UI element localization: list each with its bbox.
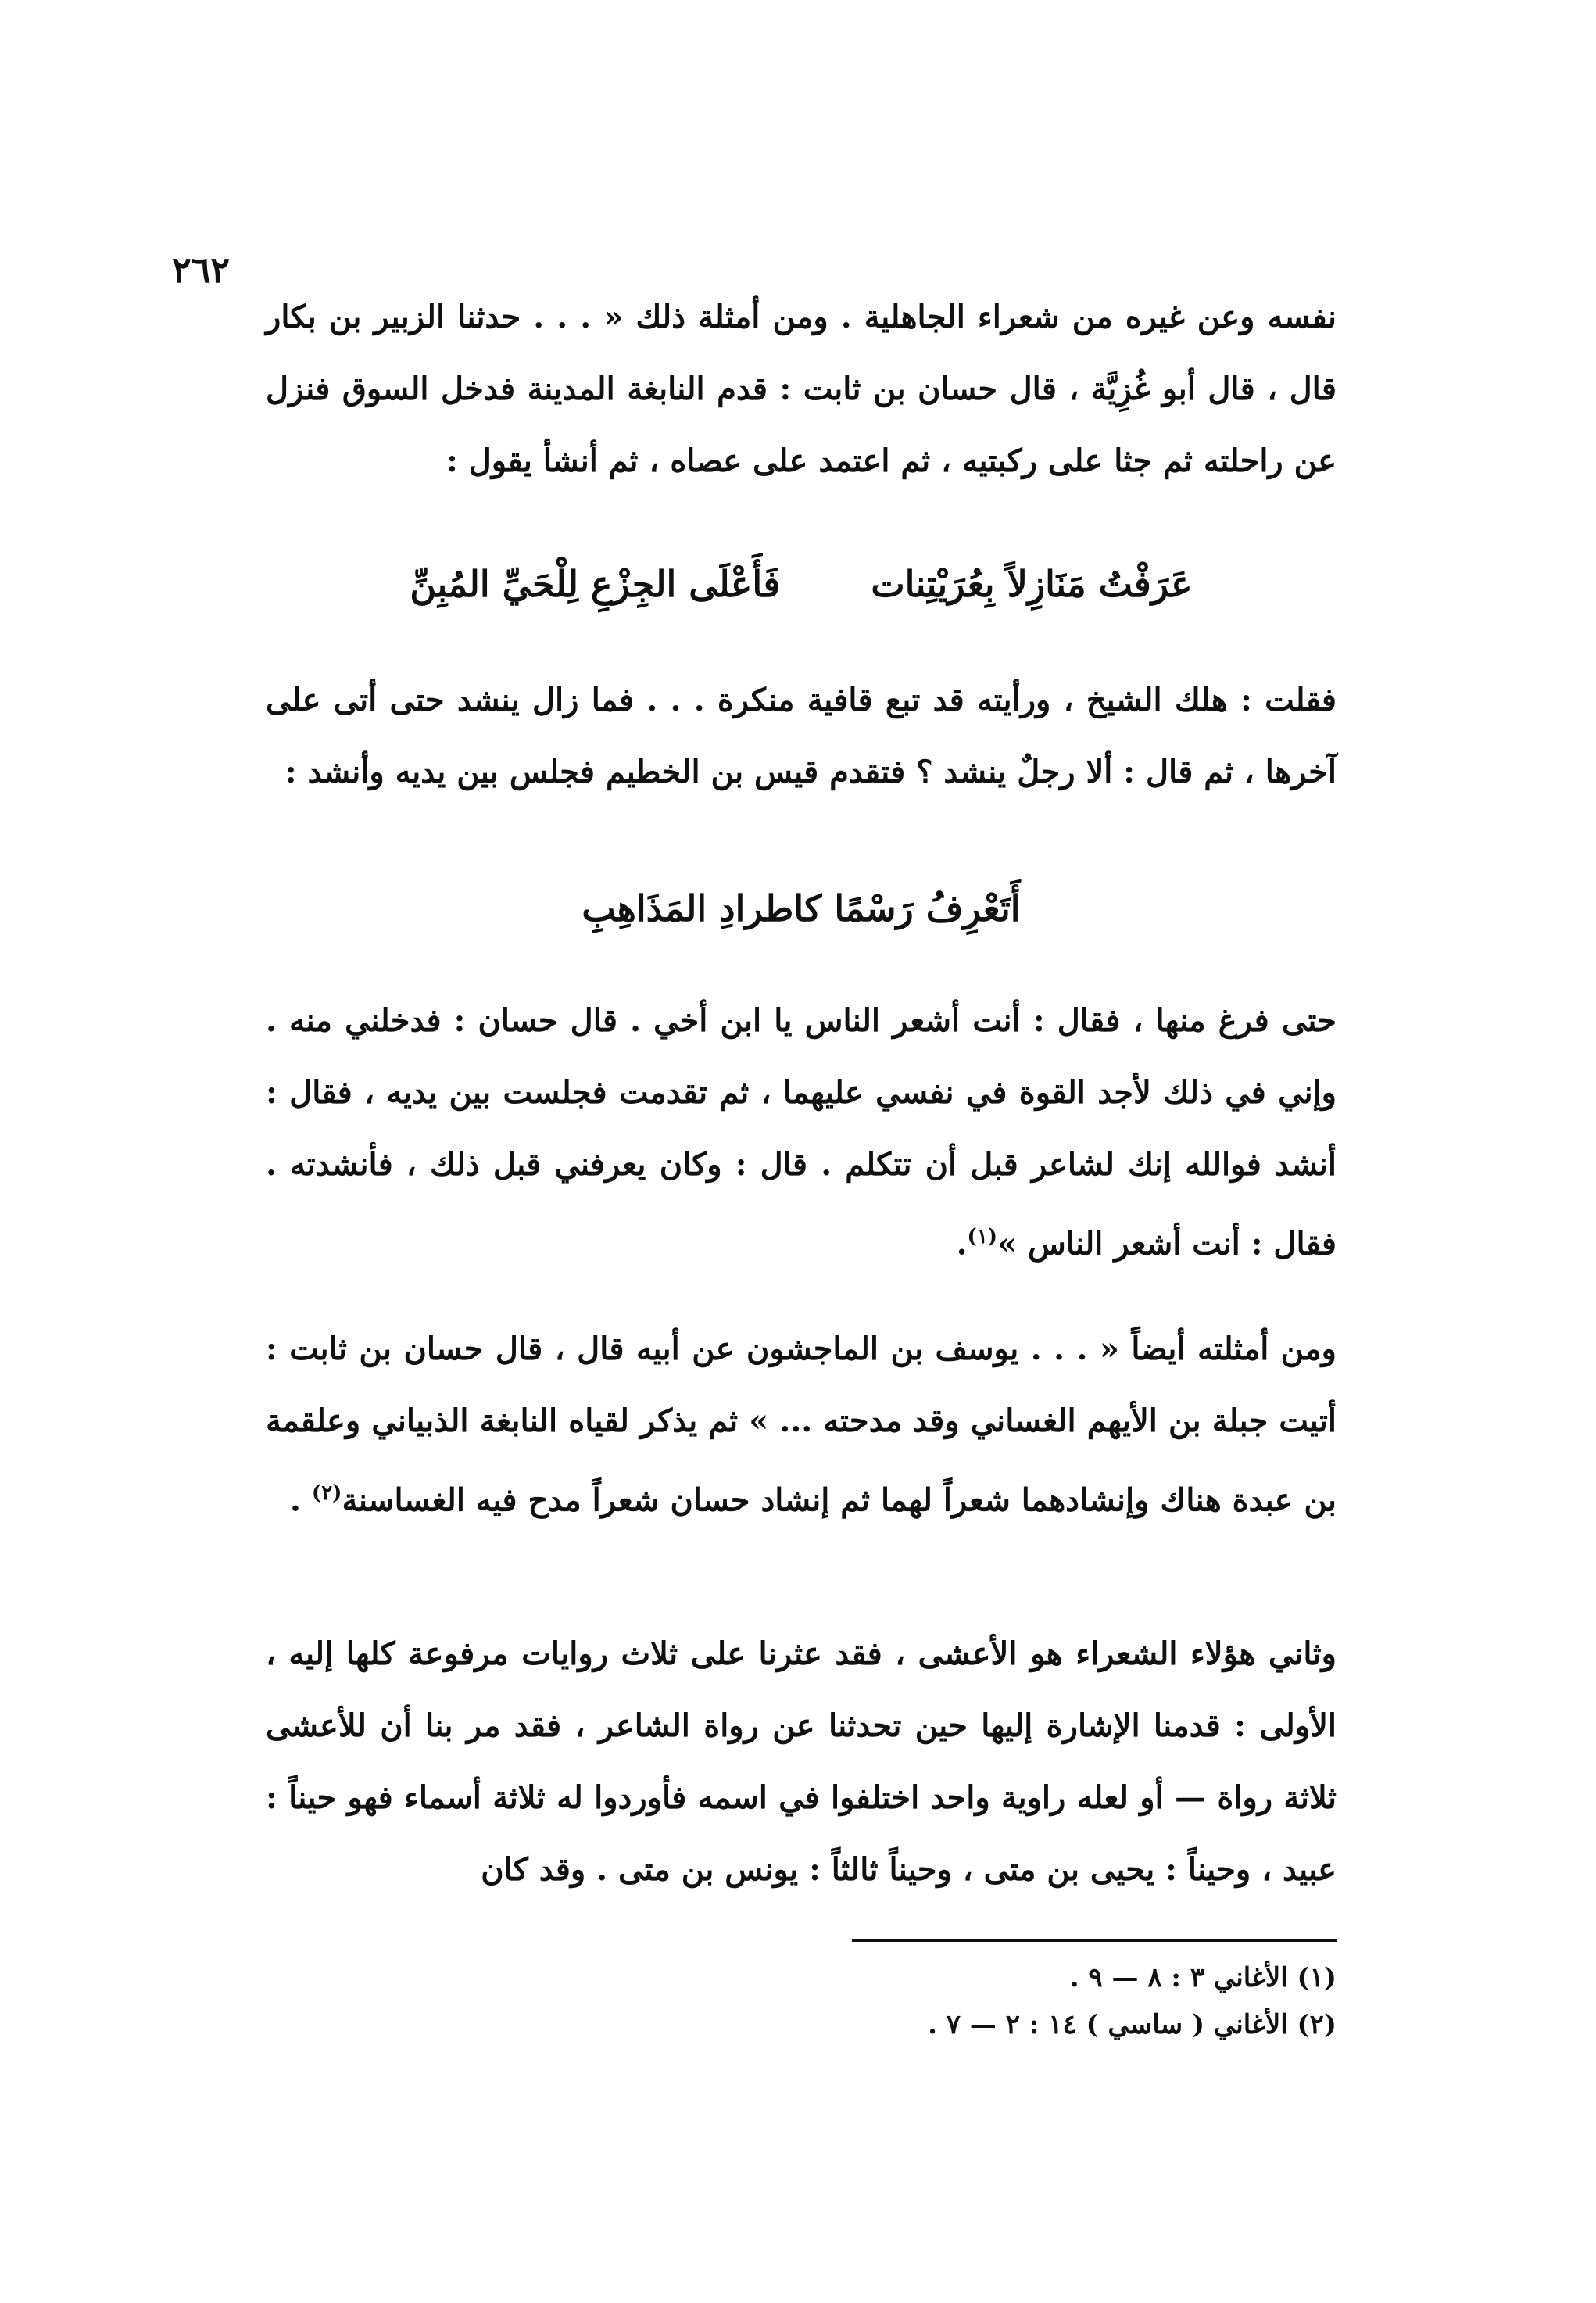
- paragraph-1: نفسه وعن غيره من شعراء الجاهلية . ومن أمثلة ذلك « . . . حدثنا الزبير بن بكار قال ، قال أبو غُزِيَّة ، قال حسان بن ثابت : قدم النابغة المدينة فدخل السوق فنزل عن راحلته ثم جثا على ركبتيه ، ثم اعتمد على عصاه ، ثم أنشأ يقول :: [266, 299, 1337, 479]
- page-number: ٢٦٢: [172, 249, 231, 291]
- paragraph-4-end: .: [290, 1481, 312, 1519]
- footnotes: [750, 1954, 1337, 2048]
- verse-1: [266, 563, 1337, 605]
- verse-2: أَتَعْرِفُ رَسْمًا كاطرادِ المَذَاهِبِ: [582, 887, 1021, 929]
- paragraph-5: وثاني هؤلاء الشعراء هو الأعشى ، فقد عثرنا على ثلاث روايات مرفوعة كلها إليه ، الأولى : قدمنا الإشارة إليها حين تحدثنا عن رواة الشاعر ، فقد مر بنا أن للأعشى ثلاثة رواة — أو لعله راوية واحد اختلفوا في اسمه فأوردوا له ثلاثة أسماء فهو حيناً : عبيد ، وحيناً : يحيى بن متى ، وحيناً ثالثاً : يونس بن متى . وقد كان: [266, 1635, 1337, 1888]
- footnote-ref-2: (٢): [311, 1481, 342, 1505]
- footnote-2: (٢) الأغاني ( ساسي ) ١٤ : ٢ — ٧ .: [928, 2009, 1337, 2040]
- paragraph-4: [266, 1313, 1337, 1536]
- footnote-ref-1: (١): [967, 1225, 998, 1248]
- verse-1-second-hemistich: فَأَعْلَى الجِزْعِ لِلْحَيِّ المُبِنِّ: [410, 563, 781, 605]
- paragraph-2: فقلت : هلك الشيخ ، ورأيته قد تبع قافية منكرة . . . فما زال ينشد حتى أتى على آخرها ، ثم قال : ألا رجلٌ ينشد ؟ فتقدم قيس بن الخطيم فجلس بين يديه وأنشد :: [266, 682, 1337, 790]
- footnote-divider: [852, 1939, 1337, 1942]
- footnote-1: (١) الأغاني ٣ : ٨ — ٩ .: [1069, 1962, 1337, 1993]
- paragraph-3: حتى فرغ منها ، فقال : أنت أشعر الناس يا ابن أخي . قال حسان : فدخلني منه . وإني في ذلك لأجد القوة في نفسي عليهما ، ثم تقدمت فجلست بين يديه ، فقال : أنشد فوالله إنك لشاعر قبل أن تتكلم . قال : وكان يعرفني قبل ذلك ، فأنشدته . فقال : أنت أشعر الناس »$^{(١)}$.: [266, 1002, 1337, 1263]
- paragraph-3-text: حتى فرغ منها ، فقال : أنت أشعر الناس يا ابن أخي . قال حسان : فدخلني منه . وإني في ذلك لأجد القوة في نفسي عليهما ، ثم تقدمت فجلست بين يديه ، فقال : أنشد فوالله إنك لشاعر قبل أن تتكلم . قال : وكان يعرفني قبل ذلك ، فأنشدته . فقال : أنت أشعر الناس »: [266, 1002, 1337, 1263]
- verse-1-first-hemistich: عَرَفْتُ مَنَازِلاً بِعُرَيْتِنات: [871, 563, 1193, 605]
- paragraph-4-text: ومن أمثلته أيضاً « . . . يوسف بن الماجشون عن أبيه قال ، قال حسان بن ثابت : أتيت جبلة بن الأيهم الغساني وقد مدحته ... » ثم يذكر لقياه النابغة الذبياني وعلقمة بن عبدة هناك وإنشادهما شعراً لهما ثم إنشاد حسان شعراً مدح فيه الغساسنة: [266, 1331, 1337, 1519]
